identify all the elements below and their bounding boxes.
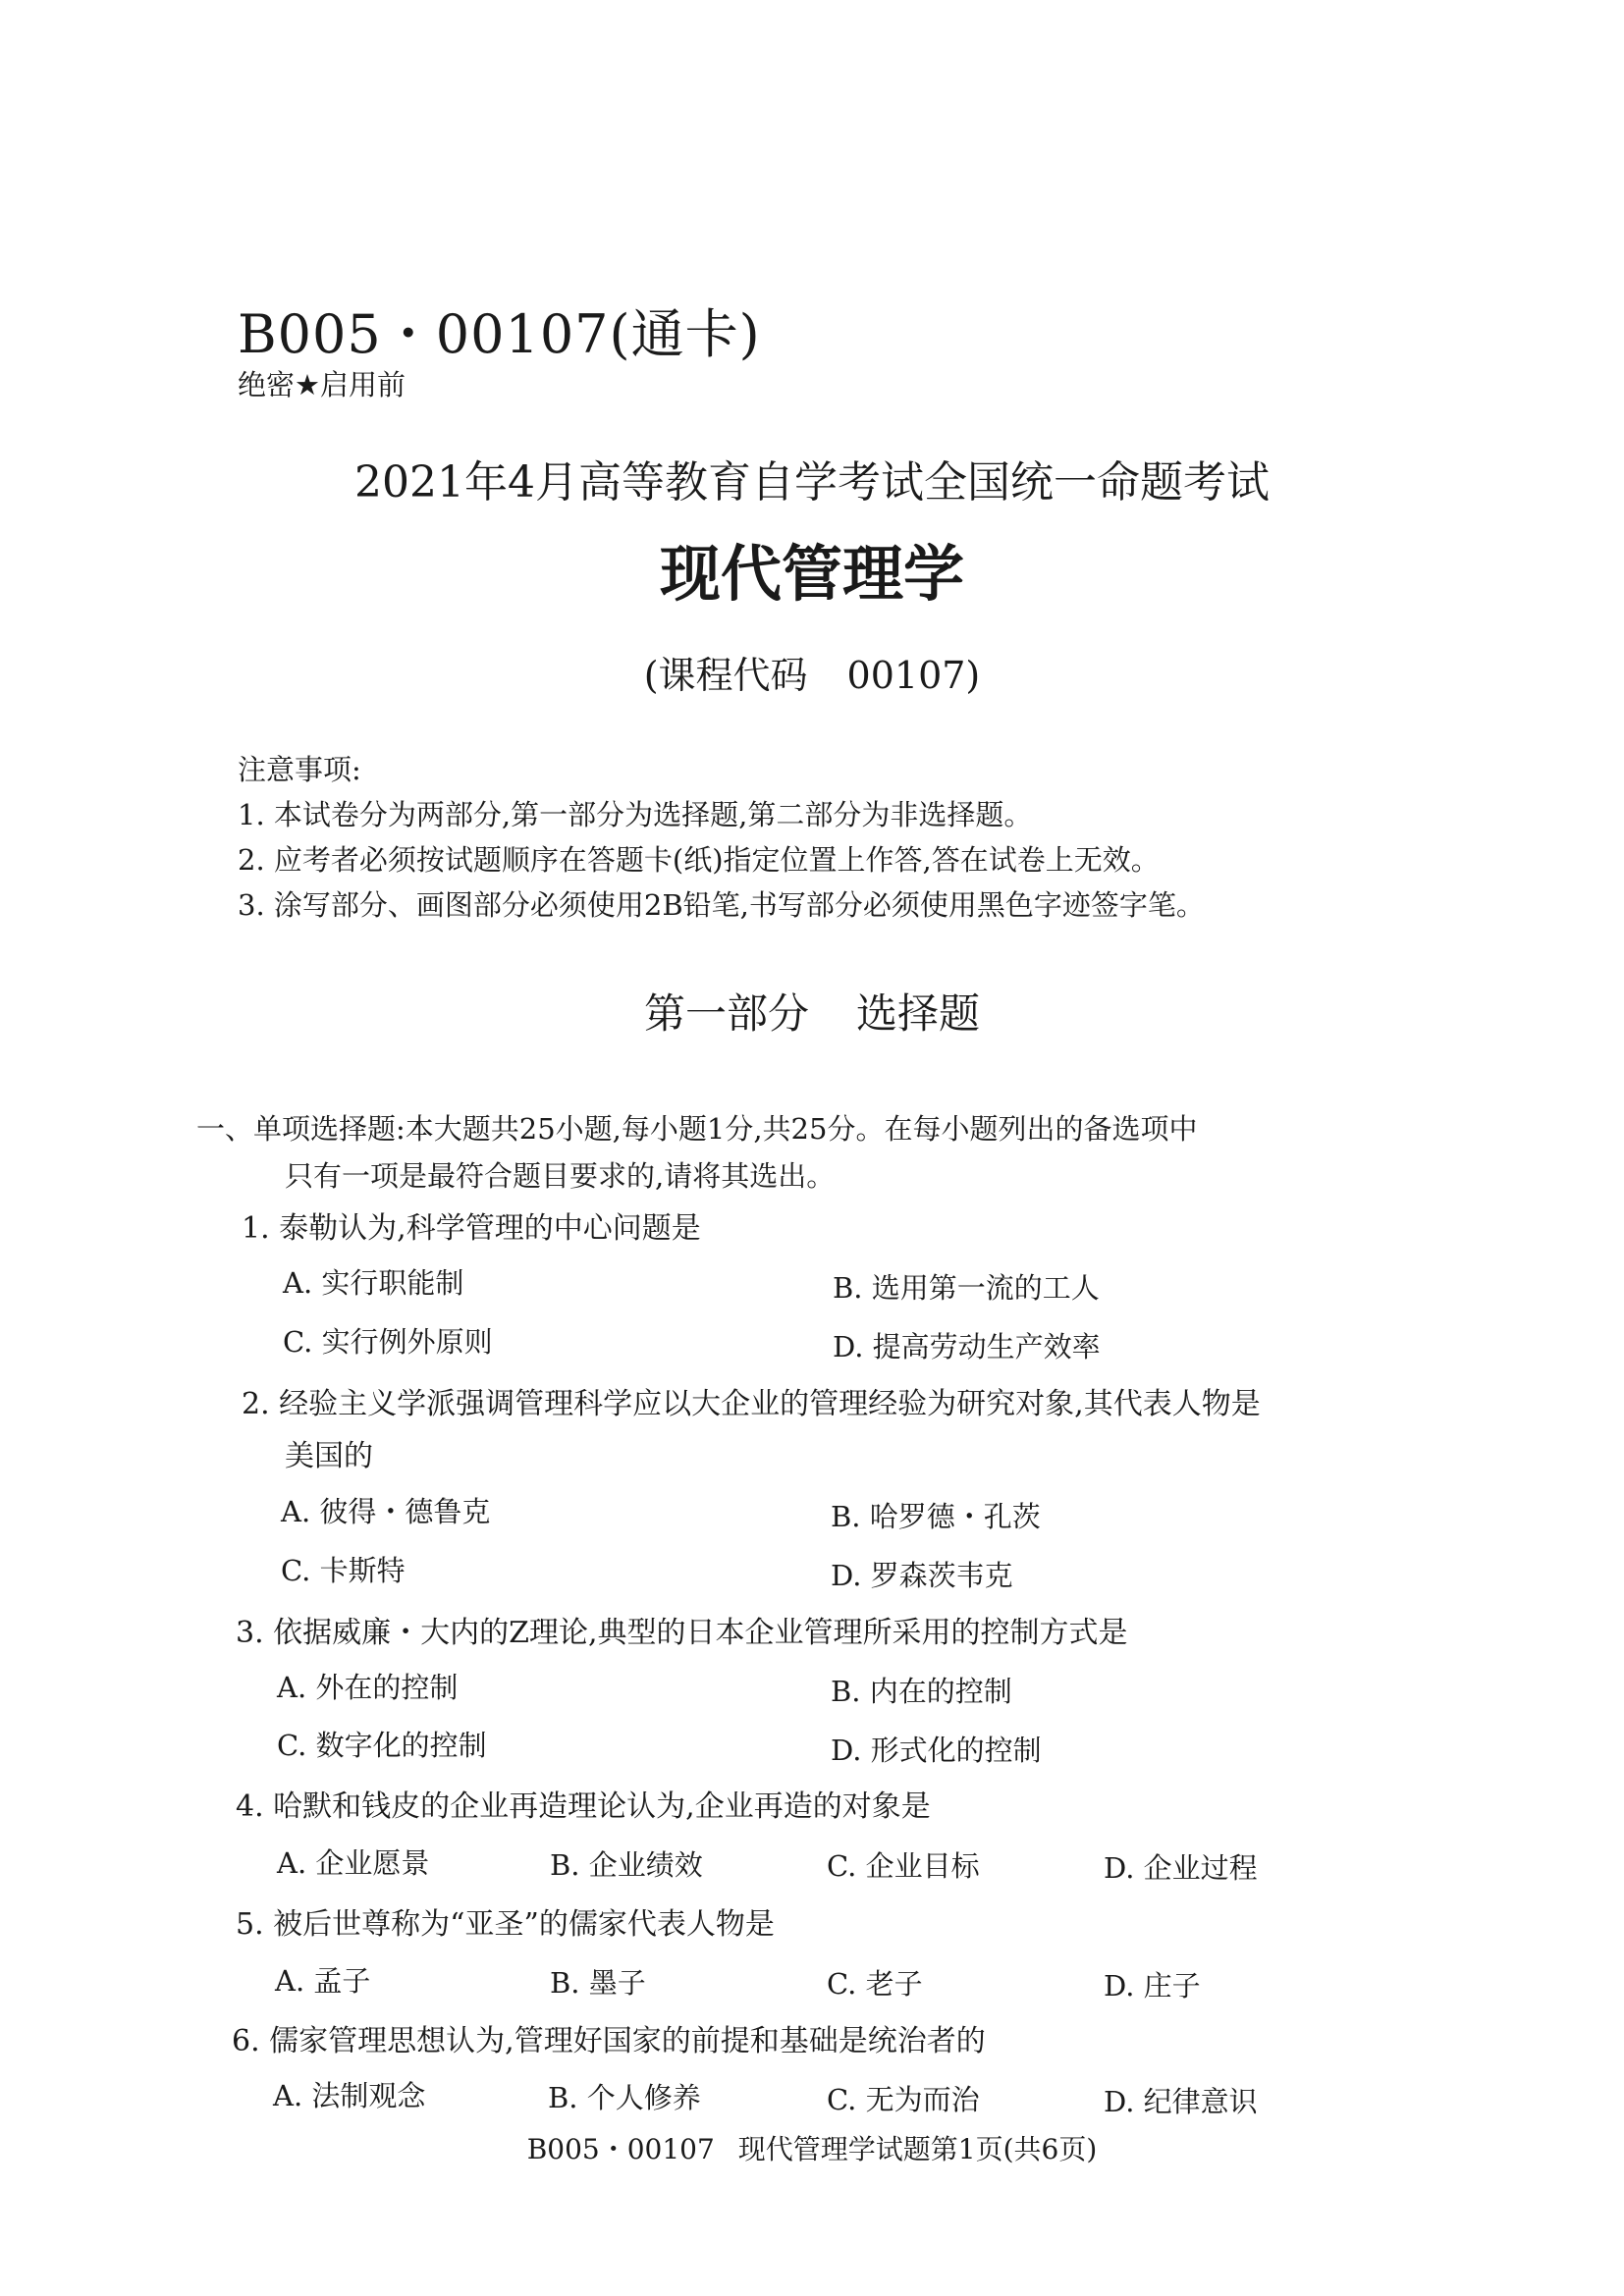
- section-name: 选择题: [856, 989, 981, 1038]
- option: B. 选用第一流的工人: [833, 1271, 1100, 1305]
- note-item: 2. 应考者必须按试题顺序在答题卡(纸)指定位置上作答,答在试卷上无效。: [238, 843, 1160, 877]
- option: A. 法制观念: [273, 2079, 426, 2112]
- footer-code: B005・00107: [526, 2133, 715, 2165]
- note-item: 3. 涂写部分、画图部分必须使用2B铅笔,书写部分必须使用黑色字迹签字笔。: [238, 888, 1205, 922]
- option: D. 形式化的控制: [831, 1734, 1042, 1767]
- option: D. 企业过程: [1104, 1851, 1258, 1885]
- option: C. 数字化的控制: [277, 1729, 487, 1762]
- option: C. 卡斯特: [281, 1554, 406, 1587]
- subject-title: 现代管理学: [659, 538, 964, 610]
- question-stem: 1. 泰勒认为,科学管理的中心问题是: [242, 1211, 701, 1246]
- option: A. 企业愿景: [277, 1846, 430, 1880]
- option: A. 实行职能制: [283, 1266, 464, 1300]
- option: D. 庄子: [1104, 1969, 1201, 2002]
- option: D. 提高劳动生产效率: [833, 1330, 1101, 1363]
- confidential-label: 绝密★启用前: [238, 368, 406, 401]
- section-instructions: [196, 1105, 1197, 1200]
- option: C. 实行例外原则: [283, 1325, 493, 1359]
- question-stem: 5. 被后世尊称为“亚圣”的儒家代表人物是: [236, 1907, 775, 1942]
- option: C. 企业目标: [827, 1849, 980, 1883]
- option: B. 哈罗德・孔茨: [831, 1500, 1041, 1533]
- question-stem: 2. 经验主义学派强调管理科学应以大企业的管理经验为研究对象,其代表人物是: [242, 1387, 1261, 1421]
- page-footer: [0, 2128, 1624, 2167]
- option: B. 企业绩效: [550, 1848, 703, 1882]
- option: A. 孟子: [275, 1964, 371, 1998]
- option: A. 外在的控制: [277, 1671, 459, 1704]
- exam-title: 2021年4月高等教育自学考试全国统一命题考试: [354, 457, 1270, 507]
- option: B. 个人修养: [548, 2081, 701, 2114]
- option: C. 老子: [827, 1967, 923, 2001]
- option: A. 彼得・德鲁克: [281, 1495, 491, 1528]
- option: B. 内在的控制: [831, 1675, 1012, 1708]
- course-code-label: (课程代码: [643, 654, 808, 697]
- option: C. 无为而治: [827, 2083, 980, 2116]
- question-stem-continued: 美国的: [285, 1439, 373, 1473]
- course-code: [0, 645, 1624, 699]
- option: D. 纪律意识: [1104, 2085, 1258, 2118]
- section-title: [0, 982, 1624, 1041]
- question-stem: 6. 儒家管理思想认为,管理好国家的前提和基础是统治者的: [232, 2024, 986, 2058]
- section-part: 第一部分: [643, 989, 809, 1038]
- instructions-line: 只有一项是最符合题目要求的,请将其选出。: [285, 1159, 836, 1193]
- notes-title: 注意事项:: [238, 753, 361, 786]
- footer-text: 现代管理学试题第1页(共6页): [737, 2133, 1098, 2165]
- option: D. 罗森茨韦克: [831, 1559, 1013, 1592]
- question-stem: 3. 依据威廉・大内的Z理论,典型的日本企业管理所采用的控制方式是: [236, 1616, 1128, 1650]
- instructions-line: 一、单项选择题:本大题共25小题,每小题1分,共25分。在每小题列出的备选项中: [196, 1112, 1198, 1146]
- course-code-value: 00107): [846, 654, 981, 697]
- question-stem: 4. 哈默和钱皮的企业再造理论认为,企业再造的对象是: [236, 1789, 931, 1824]
- paper-code: B005・00107(通卡): [238, 303, 761, 365]
- option: B. 墨子: [550, 1966, 646, 2000]
- note-item: 1. 本试卷分为两部分,第一部分为选择题,第二部分为非选择题。: [238, 798, 1033, 831]
